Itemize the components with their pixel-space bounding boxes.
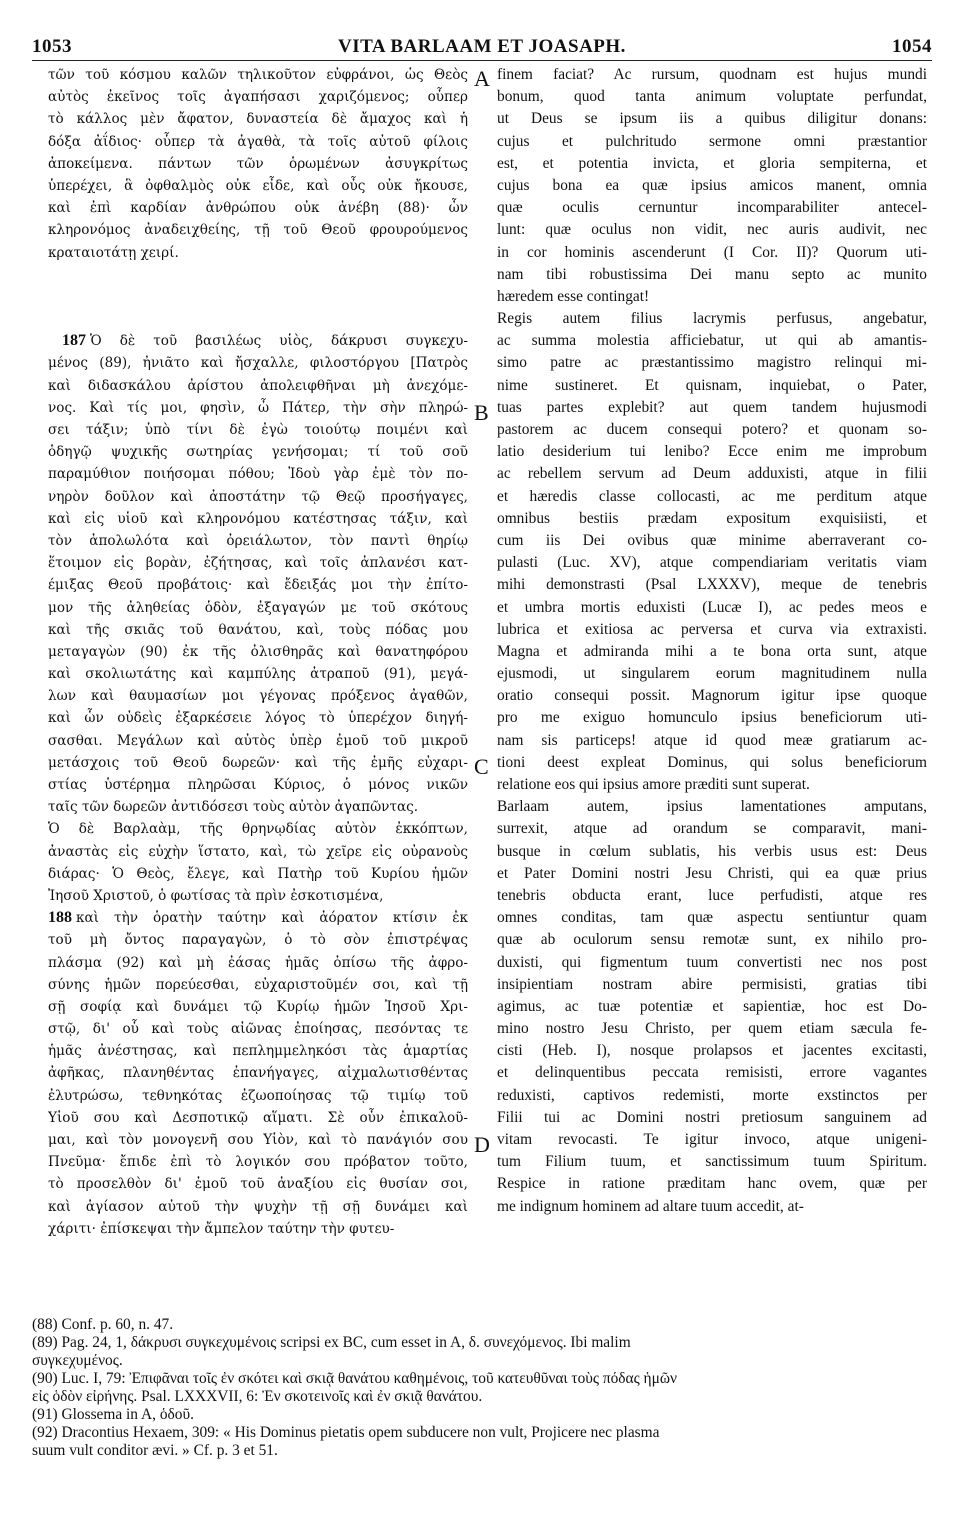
latin-text-line: Magna et admiranda mihi a te bona orta sunt, atque <box>497 642 927 660</box>
greek-text-line <box>48 352 468 374</box>
latin-text-line: pastorem ac ducem consequi potero? et quonam so- <box>497 421 927 438</box>
greek-text: στῷ, δι' οὗ καὶ τοὺς αἰῶνας ἐποίησας, πεσόντας τε <box>48 1021 468 1038</box>
greek-text: καὶ σκολιωτάτης καὶ καμπύλης ἀτραποῦ (91), μεγά- <box>48 666 468 683</box>
latin-text-line: nam sis particeps! atque id quod meæ gratiarum ac- <box>497 731 927 749</box>
greek-text-line: δόξα ἀΐδιος· οὗπερ τὰ ἀγαθὰ, τὰ τοῖς αὐτοῦ φίλοις <box>48 133 468 150</box>
greek-text-line <box>48 330 468 352</box>
latin-text-line: lubrica et exitiosa ac perversa et curva via extraxisti. <box>497 620 927 638</box>
latin-text-line: omnes conditas, tam quæ aspectu sentiuntur quam <box>497 909 927 927</box>
latin-text-line: ac rebellem servum ad Deum adduxisti, atque in filii <box>497 465 927 483</box>
greek-text-line <box>48 419 468 441</box>
greek-text-line <box>48 774 468 796</box>
greek-text-line <box>48 952 468 974</box>
latin-text-line: tenebris obducta erant, luce perfudisti, atque res <box>497 886 927 904</box>
greek-text: τὸν ἀπολωλότα καὶ ὀρειάλωτον, τὸν παντὶ θηρίῳ <box>48 532 468 549</box>
running-title: VITA BARLAAM ET JOASAPH. <box>338 36 626 57</box>
latin-text-line: omnibus bestiis prædam expositum exquisiisti, et <box>497 509 927 527</box>
greek-text: σει τάξιν; ὑπὸ τίνι δὲ ἐγὼ τοιούτῳ ποιμένι καὶ <box>48 422 468 438</box>
greek-text: σῇ σοφίᾳ καὶ δυνάμει τῷ Κυρίῳ ἡμῶν Ἰησοῦ Χρι- <box>48 998 468 1015</box>
greek-text: Πνεῦμα· ἔπιδε ἐπὶ τὸ λογικόν σου πρόβατον τοῦτο, <box>48 1154 468 1171</box>
greek-text-line <box>48 1040 468 1062</box>
latin-text-line: vitam revocasti. Te igitur invoco, atque unigeni- <box>497 1131 927 1148</box>
column-marker-d: D <box>474 1132 490 1157</box>
latin-text-line: ejusmodi, ut singularem eorum magnitudinem nulla <box>497 665 927 683</box>
greek-text: καὶ τὴν ὁρατὴν ταύτην καὶ ἀόρατον κτίσιν ἐκ <box>76 910 468 927</box>
latin-text-line: mihi demonstrasti (Psal LXXXV), meque de tenebris <box>497 576 927 594</box>
latin-text-line: nam tibi robustissima Dei manu septo ac munito <box>497 265 927 283</box>
greek-text: τοῦ μὴ ὄντος παραγαγὼν, ὁ τὸ σὸν ἐπιστρέψας <box>48 932 468 949</box>
greek-text-line <box>48 796 468 818</box>
greek-text: ἐλυτρώσω, τεθνηκότας ἐζωοποίησας τῷ τιμίῳ τοῦ <box>48 1087 468 1104</box>
paragraph-gap <box>48 308 468 330</box>
greek-text: νηρὸν δοῦλον καὶ ἀποστάτην τῷ Θεῷ προσήγαγες, <box>48 488 468 505</box>
column-marker-b: B <box>474 400 489 425</box>
latin-text-line: et delinquentibus peccata remisisti, errore vagantes <box>497 1064 927 1082</box>
header-rule <box>32 60 932 61</box>
footnote-line: (91) Glossema in A, ὁδοῦ. <box>32 1406 194 1423</box>
greek-text-line <box>48 996 468 1018</box>
greek-text-line <box>48 1218 468 1240</box>
latin-text-line: Barlaam autem, ipsius lamentationes amputans, <box>497 798 927 816</box>
greek-text: λων καὶ θαυμασίων μοι γέγονας πρόξενος ἀγαθῶν, <box>48 688 468 705</box>
greek-text-line <box>48 508 468 530</box>
latin-text-line: et hæredis classe collocasti, ac me perditum atque <box>497 487 927 505</box>
latin-text-line: quæ ab oculorum sensu remotæ sunt, ex nihilo pro- <box>497 931 927 949</box>
running-header <box>32 36 932 60</box>
footnote-line: εἰς ὁδὸν εἰρήνης. Psal. LXXXVII, 6: Ἐν σκοτεινοῖς καὶ ἐν σκιᾷ θανάτου. <box>32 1388 483 1405</box>
latin-text-line: cujus et pulchritudo sermone omni præstantior <box>497 132 927 150</box>
section-number: 187 <box>62 332 86 350</box>
latin-text-line: duxisti, qui figmentum tuum convertisti nec nos post <box>497 953 927 971</box>
paragraph-gap <box>48 286 468 308</box>
greek-column <box>48 64 468 1240</box>
greek-text: μεταγαγὼν (90) ἐκ τῆς ὀλισθηρᾶς καὶ θανατηφόρου <box>48 643 468 660</box>
latin-text-line: oratio consequi possit. Magnorum igitur ipse quoque <box>497 687 927 705</box>
latin-text-line: latio desiderium tui lenibo? Ecce enim me improbum <box>497 443 927 461</box>
greek-text: μαι, καὶ τὸν μονογενῆ σου Υἱὸν, καὶ τὸ πανάγιόν σου <box>48 1132 468 1148</box>
footnote-line: (88) Conf. p. 60, n. 47. <box>32 1316 174 1333</box>
latin-text-line: ac summa molestia afficiebatur, ut qui ab amantis- <box>497 332 927 350</box>
latin-text-line: me indignum hominem ad altare tuum accedit, at- <box>497 1197 804 1215</box>
latin-text-line: nime sustineret. Et quisnam, inquiebat, o Pater, <box>497 376 927 394</box>
latin-text-line: finem faciat? Ac rursum, quodnam est hujus mundi <box>497 66 927 83</box>
greek-text-line: ἀποκείμενα. πάντων τῶν ὁρωμένων ἀσυγκρίτως <box>48 155 468 172</box>
latin-text-line: hæredem esse contingat! <box>497 287 650 305</box>
latin-text-line: in cor hominis ascenderunt (I Cor. II)? Quorum uti- <box>497 243 927 261</box>
latin-text-line: pulasti (Luc. XV), atque compendiariam veritatis viam <box>497 554 927 572</box>
greek-text-line <box>48 1062 468 1084</box>
greek-text-line: τῶν τοῦ κόσμου καλῶν τηλικοῦτον εὐφράνοι, ὡς Θεὸς <box>48 67 468 83</box>
greek-text: τὸ προσελθὸν δι' ἐμοῦ τοῦ ἀναξίου εἰς θυσίαν σοι, <box>48 1176 468 1193</box>
greek-text: ἀφῆκας, πλανηθέντας ἐπανήγαγες, αἰχμαλωτισθέντας <box>48 1065 468 1082</box>
footnote-line: (89) Pag. 24, 1, δάκρυσι συγκεχυμένοις scripsi ex BC, cum esset in A, δ. συνεχόμενος. Ibi malim <box>32 1334 631 1351</box>
greek-text-line <box>48 552 468 574</box>
greek-text: μένος (89), ἠνιᾶτο καὶ ἤσχαλλε, φιλοστόργου [Πατρὸς <box>48 355 468 372</box>
greek-text: ὁδηγῷ ψυχικῆς σωτηρίας γενήσομαι; τί τοῦ σοῦ <box>48 444 468 461</box>
greek-text-line: διάρας· Ὁ Θεὸς, ἔλεγε, καὶ Πατὴρ τοῦ Κυρίου ἡμῶν <box>48 865 468 882</box>
greek-text: καὶ τῆς σκιᾶς τοῦ θανάτου, καὶ, τοὺς πόδας μου <box>48 621 468 638</box>
greek-text: καὶ διδασκάλου ἀρίστου ἀπολειφθῆναι μὴ ἀνεχόμε- <box>48 377 468 394</box>
page-number-left: 1053 <box>32 36 72 57</box>
latin-text-line: reduxisti, captivos redemisti, morte exstinctos per <box>497 1086 927 1104</box>
greek-text-line: ὑπερέχει, ἃ ὀφθαλμὸς οὐκ εἶδε, καὶ οὖς οὐκ ἤκουσε, <box>48 177 468 194</box>
greek-text: μον τῆς ἀληθείας ὁδὸν, ἐξαγαγών με τοῦ σκότους <box>48 599 468 616</box>
greek-text: νος. Καὶ τίς μοι, φησὶν, ὦ Πάτερ, τὴν σὴν πληρώ- <box>48 399 468 416</box>
greek-text-line <box>48 1129 468 1151</box>
latin-text-line: cisti (Heb. I), nosque prolapsos et jacentes excitasti, <box>497 1042 927 1060</box>
latin-column <box>497 64 927 1218</box>
column-marker-c: C <box>474 754 489 779</box>
latin-text-line: ut Deus se ipsum iis a quibus diligitur donans: <box>497 110 927 128</box>
greek-text: καὶ ὧν οὐδεὶς ἐξαρκέσειε λόγος τὸ ὑπερέχον διηγή- <box>48 710 468 727</box>
greek-text-line: κραταιοτάτῃ χειρί. <box>48 244 179 261</box>
greek-text: πλάσμα (92) καὶ μὴ ἐάσας ἡμᾶς ὀπίσω τῆς ἀφρο- <box>48 954 468 971</box>
greek-text-line: αὐτὸς ἐκεῖνος τοῖς ἀγαπήσασι χαριζόμενος; οὗπερ <box>48 89 468 106</box>
latin-text-line: tum Filium tuum, et sanctissimum tuum Spiritum. <box>497 1153 927 1171</box>
latin-text-line: Regis autem filius lacrymis perfusus, angebatur, <box>497 310 927 328</box>
greek-text-line <box>48 929 468 951</box>
section-number: 188 <box>48 909 72 927</box>
greek-text-line <box>48 530 468 552</box>
greek-text-line <box>48 397 468 419</box>
latin-text-line: surrexit, atque ad orandum se comparavit, mani- <box>497 820 927 838</box>
latin-text-line: relatione eos qui ipsius amore præditi sunt superat. <box>497 776 810 793</box>
greek-text: ἡμᾶς ἀνέστησας, καὶ πεπλημμεληκόσι τὰς ἁμαρτίας <box>48 1043 468 1060</box>
greek-text: ἕτοιμον εἰς βορὰν, ἐζήτησας, καὶ τοῖς ἀπλανέσι κατ- <box>48 555 468 572</box>
latin-text-line: et Pater Domini nostri Jesu Christi, qui ea quæ prius <box>497 864 927 882</box>
latin-text-line: agimus, ac tuæ potentiæ et sapientiæ, hoc est Do- <box>497 997 927 1015</box>
greek-text: Υἱοῦ σου καὶ Δεσποτικῷ αἵματι. Σὲ οὖν ἐπικαλοῦ- <box>48 1109 468 1126</box>
greek-text-line <box>48 752 468 774</box>
greek-text-line <box>48 1173 468 1195</box>
latin-text-line: insipientiam nostram abire permisisti, gratias tibi <box>497 975 927 993</box>
latin-text-line: est, et potentia invicta, et gloria sempiterna, et <box>497 154 927 172</box>
latin-text-line: busque in cœlum sublatis, his verbis usus est: Deus <box>497 842 927 860</box>
greek-text-line <box>48 619 468 641</box>
latin-text-line: et umbra mortis eduxisti (Lucæ I), ac pedes meos e <box>497 598 927 616</box>
page-number-right: 1054 <box>892 36 932 57</box>
footnote-line: συγκεχυμένος. <box>32 1352 123 1369</box>
paragraph-gap <box>48 264 468 286</box>
greek-text: μετάσχοις τοῦ Θεοῦ δωρεῶν· καὶ τῆς ἐμῆς εὐχαρι- <box>48 754 468 771</box>
greek-text: καὶ ἁγίασον αὐτοῦ τὴν ψυχὴν τῇ σῇ δυνάμει καὶ <box>48 1198 468 1215</box>
greek-text-line: καὶ ἐπὶ καρδίαν ἀνθρώπου οὐκ ἀνέβη (88)· ὧν <box>48 200 468 217</box>
greek-text-line <box>48 1018 468 1040</box>
greek-text: έμιξας Θεοῦ προβάτοις· καὶ ἔδειξάς μοι τὴν ἐπίτο- <box>48 577 468 594</box>
greek-text-line <box>48 907 468 929</box>
footnote-line: (90) Luc. I, 79: Ἐπιφᾶναι τοῖς ἐν σκότει καὶ σκιᾷ θανάτου καθημένοις, τοῦ κατευθῦναι τοὺς πόδας ἡμῶν <box>32 1370 677 1387</box>
greek-text: σύνης ἡμῶν πορεύεσθαι, εὐχαριστοῦμέν σοι, καὶ τῇ <box>48 976 468 993</box>
greek-text-line <box>48 1107 468 1129</box>
latin-text-line: cujus bona ea quæ ipsius amicos manent, omnia <box>497 176 927 194</box>
latin-text-line: pro me exiguo homunculo ipsius beneficiorum uti- <box>497 709 927 727</box>
greek-text-line <box>48 707 468 729</box>
greek-text-line <box>48 641 468 663</box>
greek-text-line <box>48 441 468 463</box>
greek-text-line <box>48 1151 468 1173</box>
greek-text-line <box>48 1085 468 1107</box>
greek-text: Ὁ δὲ τοῦ βασιλέως υἱὸς, δάκρυσι συγκεχυ- <box>90 333 468 350</box>
greek-text: στίας ὑστέρημα πληρῶσαι Κύριος, ὁ μόνος νικῶν <box>48 777 468 793</box>
greek-text-line <box>48 597 468 619</box>
greek-text-line <box>48 574 468 596</box>
footnote-line: suum vult conditor ævi. » Cf. p. 3 et 51. <box>32 1442 278 1459</box>
latin-text-line: cum iis Dei ovibus quæ minime aberraverant co- <box>497 531 927 549</box>
latin-text-line: lunt: quæ oculus non vidit, nec auris audivit, nec <box>497 221 927 239</box>
greek-text: σασθαι. Μεγάλων καὶ αὐτὸς ὑπὲρ ἐμοῦ τοῦ μικροῦ <box>48 732 468 749</box>
latin-text-line: Filii tui ac Domini nostri pretiosum sanguinem ad <box>497 1108 927 1126</box>
greek-text-line <box>48 974 468 996</box>
latin-text-line: tioni deest expleat Dominus, qui solus beneficiorum <box>497 753 927 771</box>
greek-text-line <box>48 663 468 685</box>
greek-text-line: Ἰησοῦ Χριστοῦ, ὁ φωτίσας τὰ πρὶν ἐσκοτισμένα, <box>48 887 384 904</box>
greek-text-line: τὸ κάλλος μὲν ἄφατον, δυναστεία δὲ ἄμαχος καὶ ἡ <box>48 111 468 128</box>
greek-text-line <box>48 463 468 485</box>
latin-text-line: Respice in ratione prædіtam hanc ovem, quæ per <box>497 1175 927 1193</box>
greek-text: χάριτι· ἐπίσκεψαι τὴν ἄμπελον ταύτην τὴν φυτευ- <box>48 1220 395 1237</box>
greek-text-line: Ὁ δὲ Βαρλαὰμ, τῆς θρηνῳδίας αὐτὸν ἐκκόπτων, <box>48 821 468 838</box>
latin-text-line: simo patre ac præstantissimo magistro relinqui mi- <box>497 354 927 372</box>
greek-text-line <box>48 486 468 508</box>
greek-text-line <box>48 1196 468 1218</box>
latin-text-line: tuas partes explebit? aut quem tandem hujusmodi <box>497 398 927 416</box>
greek-text-line: κληρονόμος ἀναδειχθείης, τῇ τοῦ Θεοῦ φρουρούμενος <box>48 222 468 239</box>
greek-text-line: ἀναστὰς εἰς εὐχὴν ἵστατο, καὶ, τὼ χεῖρε εἰς οὐρανοὺς <box>48 843 468 860</box>
column-marker-a: A <box>474 66 490 91</box>
greek-text-line <box>48 375 468 397</box>
latin-text-line: bonum, quod tanta animum voluptate perfundat, <box>497 88 927 106</box>
greek-text: ταῖς τῶν δωρεῶν ἀντιδόσεσι τοὺς αὐτὸν ἀγαπῶντας. <box>48 799 419 816</box>
footnote-line: (92) Dracontius Hexaem, 309: « His Dominus pietatis opem subducere non vult, Projicere nec plasma <box>32 1424 660 1441</box>
greek-text: παραμύθιον ποιήσομαι πόθου; Ἰδοὺ γὰρ ἐμὲ τὸν πο- <box>48 466 468 483</box>
footnotes <box>32 1316 932 1460</box>
latin-text-line: mino nostro Jesu Christo, per quem etiam sæcula fe- <box>497 1020 927 1038</box>
greek-text: καὶ εἰς υἱοῦ καὶ κληρονόμου κατέστησας τάξιν, καὶ <box>48 510 468 527</box>
greek-text-line <box>48 685 468 707</box>
greek-text-line <box>48 730 468 752</box>
latin-text-line: quæ oculis cernuntur incomparabiliter antecel- <box>497 199 927 217</box>
